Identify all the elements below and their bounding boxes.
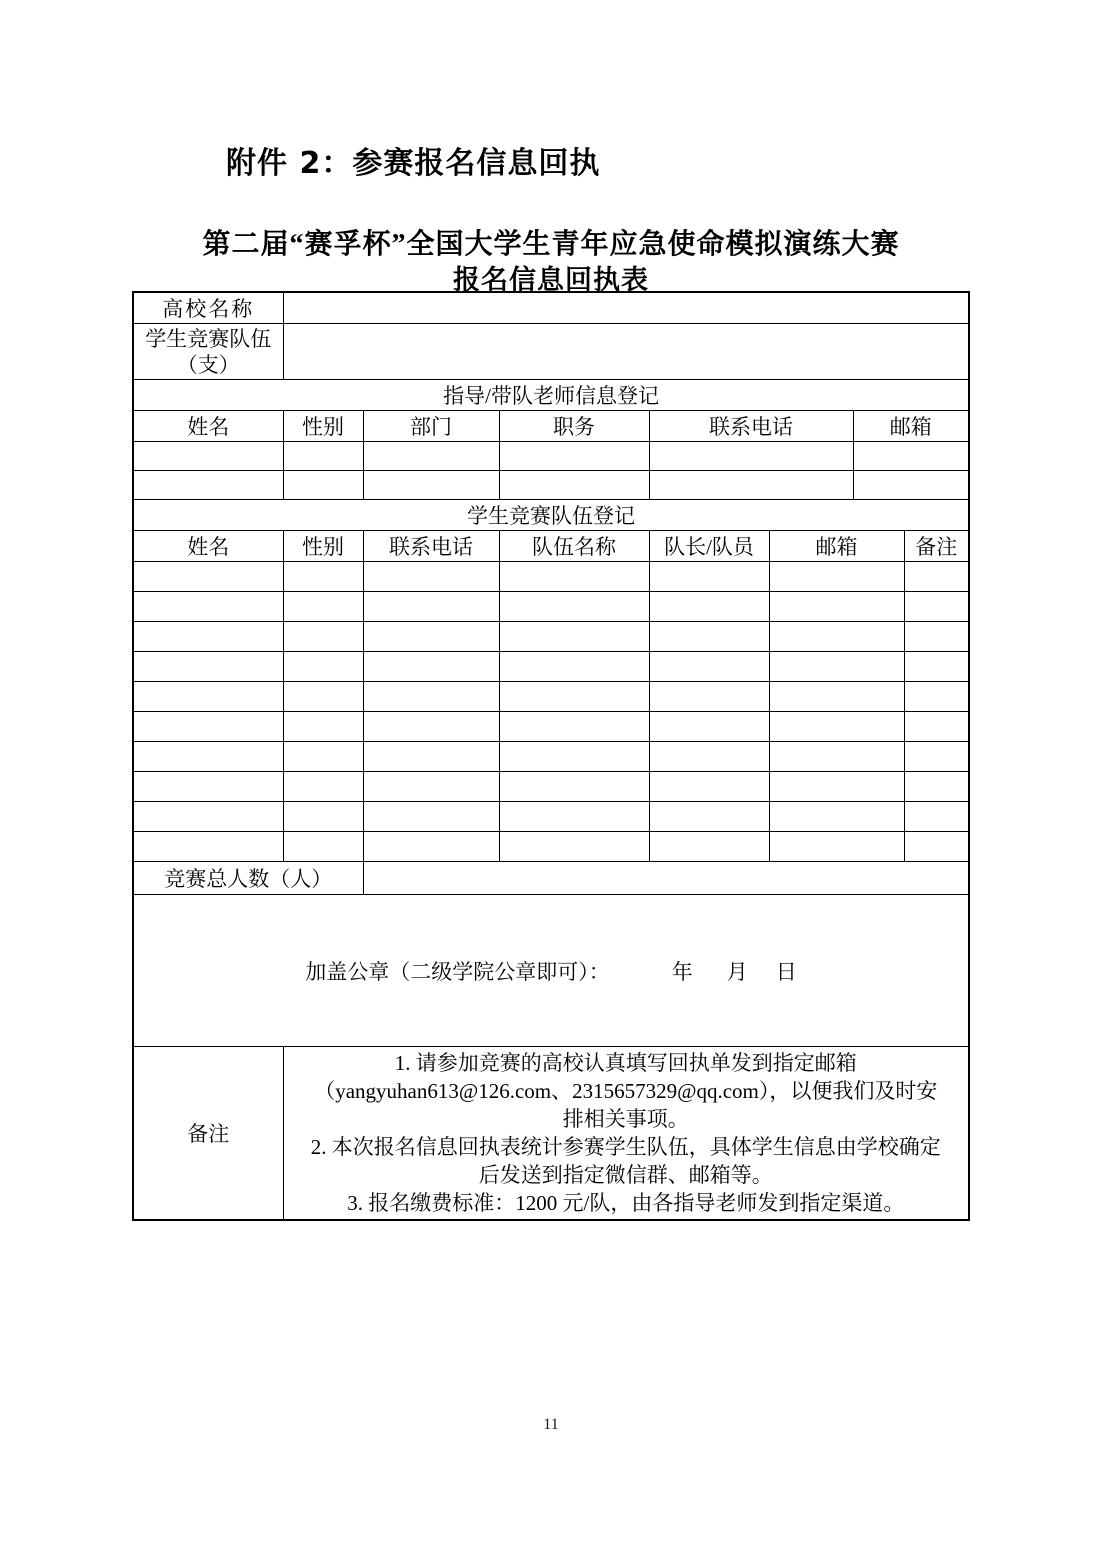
student-cell[interactable] — [499, 562, 649, 592]
student-row — [133, 682, 969, 712]
student-cell[interactable] — [499, 772, 649, 802]
teacher-col-department: 部门 — [363, 411, 499, 442]
student-cell[interactable] — [133, 592, 283, 622]
student-cell[interactable] — [649, 652, 769, 682]
student-cell[interactable] — [649, 802, 769, 832]
school-name-label: 高校名称 — [133, 292, 283, 324]
teacher-cell[interactable] — [499, 442, 649, 471]
teacher-col-email: 邮箱 — [853, 411, 969, 442]
student-cell[interactable] — [769, 712, 904, 742]
student-cell[interactable] — [363, 802, 499, 832]
team-count-row — [133, 324, 969, 380]
student-cell[interactable] — [133, 652, 283, 682]
student-row — [133, 712, 969, 742]
teacher-section-title: 指导/带队老师信息登记 — [133, 380, 969, 411]
student-col-team-name: 队伍名称 — [499, 531, 649, 562]
student-col-email: 邮箱 — [769, 531, 904, 562]
student-cell[interactable] — [133, 562, 283, 592]
student-cell[interactable] — [499, 712, 649, 742]
student-cell[interactable] — [649, 772, 769, 802]
student-cell[interactable] — [283, 622, 363, 652]
total-participants-label: 竞赛总人数（人） — [133, 862, 363, 895]
teacher-cell[interactable] — [853, 471, 969, 500]
student-cell[interactable] — [363, 592, 499, 622]
student-cell[interactable] — [769, 742, 904, 772]
teacher-cell[interactable] — [133, 471, 283, 500]
student-cell[interactable] — [904, 712, 969, 742]
student-col-phone: 联系电话 — [363, 531, 499, 562]
student-row — [133, 742, 969, 772]
student-cell[interactable] — [133, 622, 283, 652]
student-cell[interactable] — [363, 712, 499, 742]
student-cell[interactable] — [904, 832, 969, 862]
student-cell[interactable] — [904, 802, 969, 832]
student-cell[interactable] — [769, 562, 904, 592]
school-name-input[interactable] — [283, 292, 969, 324]
student-cell[interactable] — [649, 682, 769, 712]
student-row — [133, 802, 969, 832]
student-cell[interactable] — [499, 832, 649, 862]
total-participants-row — [133, 862, 969, 895]
student-cell[interactable] — [133, 712, 283, 742]
team-count-input[interactable] — [283, 324, 969, 380]
student-cell[interactable] — [283, 802, 363, 832]
attachment-title: 附件 2：参赛报名信息回执 — [226, 146, 601, 181]
student-cell[interactable] — [649, 562, 769, 592]
team-count-label: 学生竞赛队伍 （支） — [133, 324, 283, 380]
student-cell[interactable] — [649, 592, 769, 622]
student-cell[interactable] — [363, 742, 499, 772]
student-cell[interactable] — [649, 832, 769, 862]
note-line: 2. 本次报名信息回执表统计参赛学生队伍，具体学生信息由学校确定 — [310, 1134, 941, 1159]
student-cell[interactable] — [133, 802, 283, 832]
note-line: 3. 报名缴费标准：1200 元/队，由各指导老师发到指定渠道。 — [347, 1190, 905, 1215]
student-cell[interactable] — [769, 592, 904, 622]
student-cell[interactable] — [363, 832, 499, 862]
notes-label: 备注 — [133, 1047, 283, 1220]
stamp-row — [133, 895, 969, 1047]
stamp-label: 加盖公章（二级学院公章即可）： — [305, 959, 610, 984]
student-cell[interactable] — [904, 562, 969, 592]
student-cell[interactable] — [769, 652, 904, 682]
student-cell[interactable] — [283, 682, 363, 712]
page-number: 11 — [543, 1416, 559, 1433]
total-participants-input[interactable] — [363, 862, 969, 895]
teacher-section-title-row — [133, 380, 969, 411]
teacher-cell[interactable] — [649, 471, 853, 500]
student-cell[interactable] — [904, 622, 969, 652]
student-cell[interactable] — [363, 622, 499, 652]
student-cell[interactable] — [499, 622, 649, 652]
teacher-cell[interactable] — [283, 471, 363, 500]
student-cell[interactable] — [904, 682, 969, 712]
teacher-cell[interactable] — [853, 442, 969, 471]
student-cell[interactable] — [649, 712, 769, 742]
notes-content — [283, 1047, 969, 1220]
student-cell[interactable] — [283, 592, 363, 622]
student-cell[interactable] — [769, 802, 904, 832]
student-cell[interactable] — [769, 832, 904, 862]
student-cell[interactable] — [283, 742, 363, 772]
student-cell[interactable] — [769, 772, 904, 802]
student-col-remark: 备注 — [904, 531, 969, 562]
teacher-cell[interactable] — [283, 442, 363, 471]
teacher-row — [133, 442, 969, 471]
student-col-name: 姓名 — [133, 531, 283, 562]
note-line: 排相关事项。 — [562, 1106, 689, 1131]
student-cell[interactable] — [499, 802, 649, 832]
student-cell[interactable] — [283, 772, 363, 802]
student-row — [133, 592, 969, 622]
student-cell[interactable] — [649, 622, 769, 652]
student-cell[interactable] — [363, 682, 499, 712]
teacher-row — [133, 471, 969, 500]
student-row — [133, 652, 969, 682]
form-title-line2: 报名信息回执表 — [453, 265, 649, 295]
student-cell[interactable] — [499, 682, 649, 712]
student-cell[interactable] — [363, 772, 499, 802]
student-cell[interactable] — [363, 652, 499, 682]
student-cell[interactable] — [283, 832, 363, 862]
note-line: 1. 请参加竞赛的高校认真填写回执单发到指定邮箱 — [394, 1050, 857, 1075]
student-cell[interactable] — [769, 682, 904, 712]
student-cell[interactable] — [283, 562, 363, 592]
student-cell[interactable] — [904, 652, 969, 682]
student-row — [133, 622, 969, 652]
teacher-cell[interactable] — [363, 442, 499, 471]
stamp-month-label: 月 — [726, 959, 748, 984]
teacher-col-phone: 联系电话 — [649, 411, 853, 442]
school-name-row — [133, 292, 969, 324]
student-row — [133, 772, 969, 802]
student-col-role: 队长/队员 — [649, 531, 769, 562]
student-header-row — [133, 531, 969, 562]
student-cell[interactable] — [363, 562, 499, 592]
note-line: （yangyuhan613@126.com、2315657329@qq.com），以便我们及时安 — [314, 1078, 938, 1103]
student-row — [133, 562, 969, 592]
student-cell[interactable] — [904, 772, 969, 802]
student-cell[interactable] — [133, 772, 283, 802]
student-cell[interactable] — [904, 592, 969, 622]
student-cell[interactable] — [649, 742, 769, 772]
student-cell[interactable] — [769, 622, 904, 652]
student-section-title: 学生竞赛队伍登记 — [133, 500, 969, 531]
student-row — [133, 832, 969, 862]
student-cell[interactable] — [133, 832, 283, 862]
student-cell[interactable] — [283, 652, 363, 682]
stamp-day-label: 日 — [775, 959, 797, 984]
student-cell[interactable] — [283, 712, 363, 742]
stamp-year-label: 年 — [671, 959, 693, 984]
teacher-cell[interactable] — [649, 442, 853, 471]
teacher-cell[interactable] — [363, 471, 499, 500]
student-cell[interactable] — [904, 742, 969, 772]
student-cell[interactable] — [499, 652, 649, 682]
teacher-col-name: 姓名 — [133, 411, 283, 442]
notes-row — [133, 1047, 969, 1220]
teacher-col-position: 职务 — [499, 411, 649, 442]
student-col-gender: 性别 — [283, 531, 363, 562]
teacher-header-row — [133, 411, 969, 442]
teacher-col-gender: 性别 — [283, 411, 363, 442]
student-cell[interactable] — [133, 682, 283, 712]
teacher-cell[interactable] — [499, 471, 649, 500]
teacher-cell[interactable] — [133, 442, 283, 471]
stamp-signature-area[interactable] — [133, 895, 969, 1047]
note-line: 后发送到指定微信群、邮箱等。 — [478, 1162, 773, 1187]
student-cell[interactable] — [499, 592, 649, 622]
student-cell[interactable] — [133, 742, 283, 772]
student-section-title-row — [133, 500, 969, 531]
registration-form-table — [132, 291, 970, 1221]
student-cell[interactable] — [499, 742, 649, 772]
form-title-line1: 第二届“赛孚杯”全国大学生青年应急使命模拟演练大赛 — [202, 229, 900, 260]
